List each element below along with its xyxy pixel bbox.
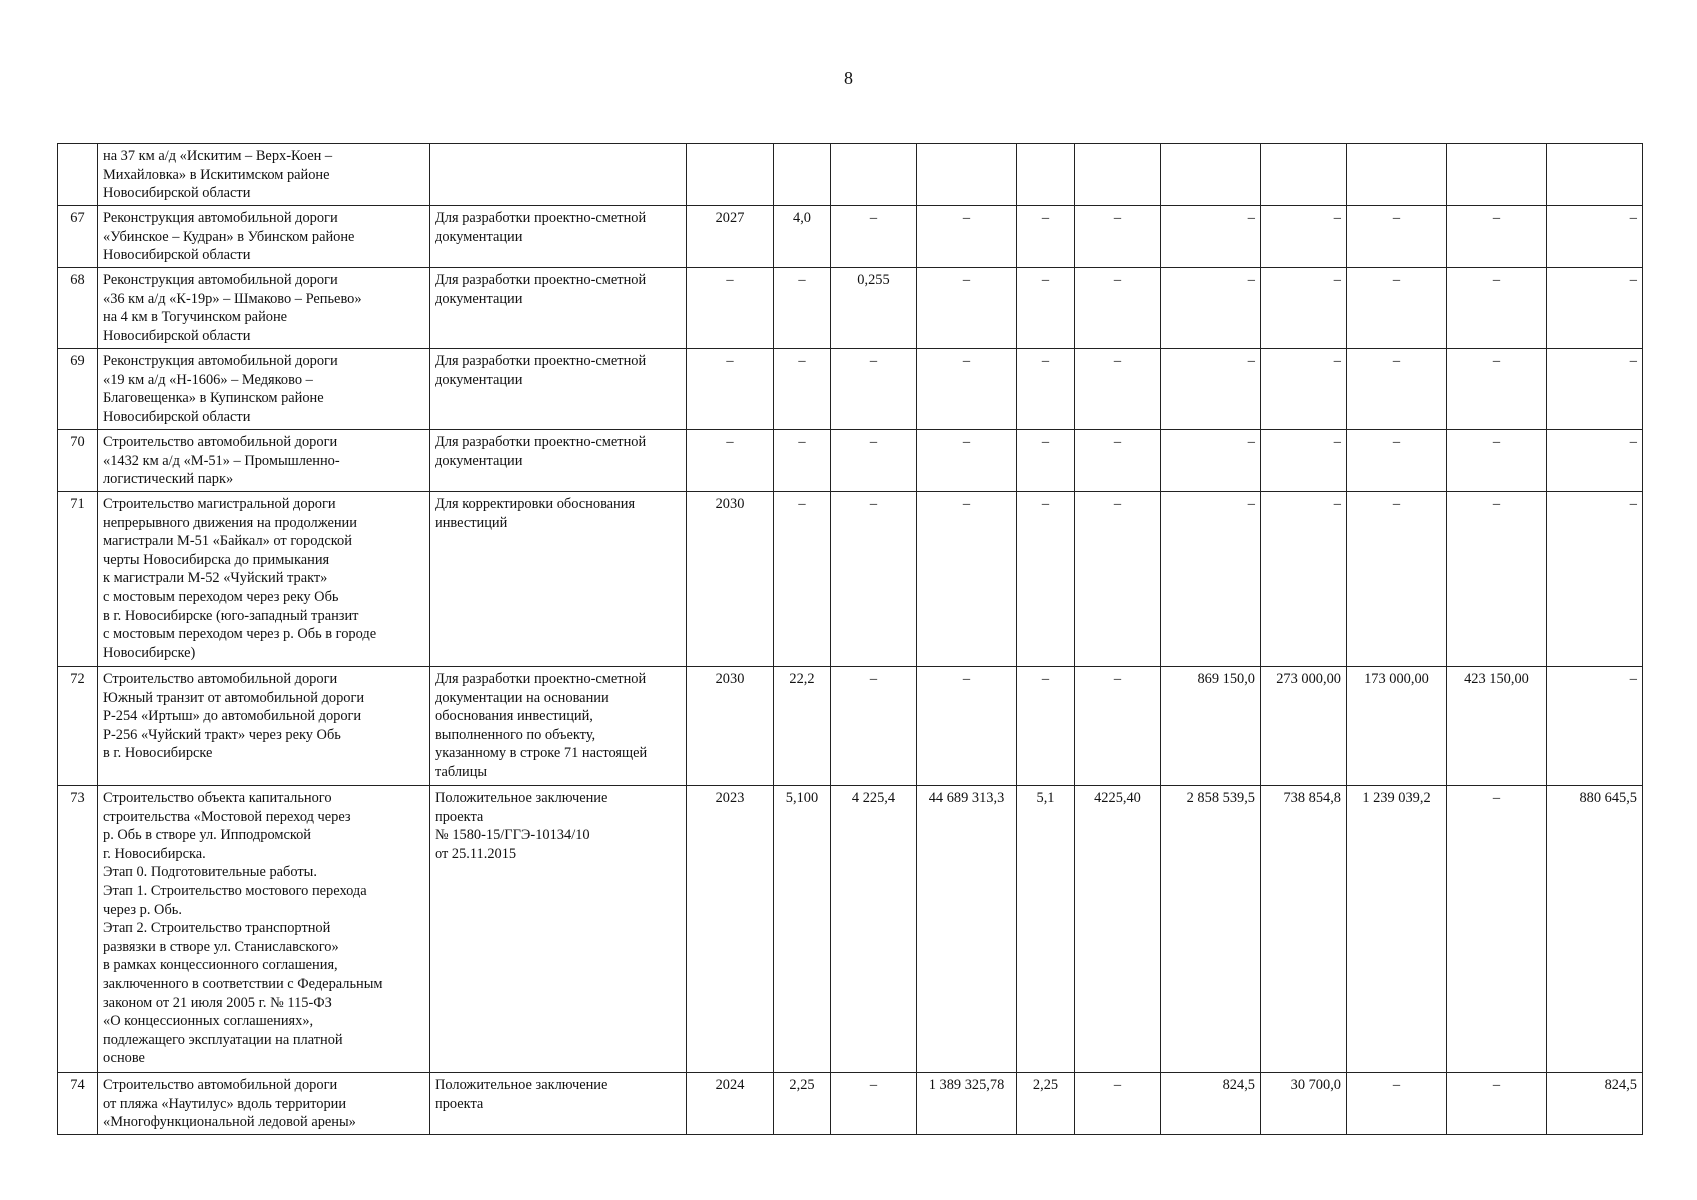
project-name-line: Строительство магистральной дороги (103, 496, 336, 512)
value-cell: – (774, 430, 831, 492)
project-name (98, 786, 430, 1073)
value-cell: – (1075, 268, 1161, 349)
data-table (57, 143, 1643, 1135)
value-cell: 173 000,00 (1347, 667, 1447, 786)
value-cell: – (1447, 349, 1547, 430)
row-number: 67 (58, 206, 98, 268)
value-cell: – (831, 492, 917, 667)
basis-document (430, 667, 687, 786)
basis-document-line: обоснования инвестиций, (435, 708, 593, 725)
row-number: 69 (58, 349, 98, 430)
basis-document (430, 492, 687, 667)
value-cell: 1 239 039,2 (1347, 786, 1447, 1073)
value-cell: – (1017, 206, 1075, 268)
project-name-line: Этап 0. Подготовительные работы. (103, 864, 317, 881)
project-name-line: в рамках концессионного соглашения, (103, 957, 338, 974)
value-cell: – (917, 492, 1017, 667)
basis-document-line: Для разработки проектно-сметной (435, 671, 647, 687)
value-cell: – (1547, 349, 1643, 430)
basis-document-line: документации (435, 371, 523, 388)
basis-document (430, 206, 687, 268)
value-cell: – (1017, 349, 1075, 430)
basis-document-line: таблицы (435, 763, 488, 780)
value-cell: 22,2 (774, 667, 831, 786)
value-cell: – (1547, 667, 1643, 786)
row-number: 68 (58, 268, 98, 349)
project-name-line: развязки в створе ул. Станиславского» (103, 938, 339, 955)
project-name-line: «Многофункциональной ледовой арены» (103, 1114, 356, 1131)
value-cell: – (1447, 492, 1547, 667)
value-cell: – (1161, 268, 1261, 349)
basis-document-line: указанному в строке 71 настоящей (435, 745, 648, 762)
value-cell: – (774, 349, 831, 430)
project-name-line: Новосибирской области (103, 247, 251, 264)
basis-document (430, 268, 687, 349)
value-cell: – (1547, 430, 1643, 492)
value-cell: – (1261, 492, 1347, 667)
basis-document-line: Для разработки проектно-сметной (435, 272, 647, 288)
value-cell (1075, 144, 1161, 206)
value-cell: – (917, 206, 1017, 268)
basis-document (430, 144, 687, 206)
value-cell: – (774, 492, 831, 667)
value-cell (774, 144, 831, 206)
table-row (58, 492, 1643, 667)
value-cell: 2 858 539,5 (1161, 786, 1261, 1073)
project-name-line: на 37 км а/д «Искитим – Верх-Коен – (103, 148, 333, 164)
project-name-line: к магистрали М-52 «Чуйский тракт» (103, 570, 328, 587)
value-cell: 738 854,8 (1261, 786, 1347, 1073)
value-cell: 2030 (687, 667, 774, 786)
project-name (98, 268, 430, 349)
value-cell: 869 150,0 (1161, 667, 1261, 786)
value-cell: 2023 (687, 786, 774, 1073)
value-cell: – (1547, 268, 1643, 349)
value-cell: – (1075, 1073, 1161, 1135)
basis-document-line: документации (435, 228, 523, 245)
project-name (98, 430, 430, 492)
value-cell: – (831, 206, 917, 268)
value-cell: 4,0 (774, 206, 831, 268)
basis-document-line: документации (435, 452, 523, 469)
project-name-line: строительства «Мостовой переход через (103, 808, 351, 825)
value-cell: – (1447, 430, 1547, 492)
value-cell: 5,100 (774, 786, 831, 1073)
value-cell: – (1161, 349, 1261, 430)
value-cell (1347, 144, 1447, 206)
project-name-line: в г. Новосибирске (юго-западный транзит (103, 607, 359, 624)
value-cell (687, 144, 774, 206)
value-cell: – (1017, 492, 1075, 667)
project-name-line: Этап 2. Строительство транспортной (103, 920, 331, 937)
basis-document (430, 786, 687, 1073)
value-cell: – (1261, 430, 1347, 492)
value-cell: – (1347, 492, 1447, 667)
value-cell: 4225,40 (1075, 786, 1161, 1073)
project-name-line: Р-256 «Чуйский тракт» через реку Обь (103, 726, 341, 743)
project-name-line: Строительство объекта капитального (103, 790, 332, 806)
table-row (58, 430, 1643, 492)
value-cell: – (831, 349, 917, 430)
project-name-line: законом от 21 июля 2005 г. № 115-ФЗ (103, 994, 332, 1011)
project-name-line: Новосибирске) (103, 644, 196, 661)
row-number: 74 (58, 1073, 98, 1135)
value-cell: – (1017, 430, 1075, 492)
basis-document (430, 1073, 687, 1135)
table-row (58, 667, 1643, 786)
basis-document-line: от 25.11.2015 (435, 845, 517, 862)
page-number: 8 (844, 68, 853, 88)
project-name-line: подлежащего эксплуатации на платной (103, 1031, 343, 1048)
project-name (98, 667, 430, 786)
row-number (58, 144, 98, 206)
project-name (98, 144, 430, 206)
project-name (98, 492, 430, 667)
value-cell: – (1017, 268, 1075, 349)
value-cell: – (917, 667, 1017, 786)
value-cell: 5,1 (1017, 786, 1075, 1073)
basis-document-line: проекта (435, 1095, 484, 1112)
table-row (58, 786, 1643, 1073)
project-name (98, 349, 430, 430)
value-cell: – (917, 430, 1017, 492)
value-cell: 2030 (687, 492, 774, 667)
project-name-line: «1432 км а/д «М-51» – Промышленно- (103, 452, 340, 469)
value-cell: 4 225,4 (831, 786, 917, 1073)
basis-document-line: Положительное заключение (435, 1077, 608, 1093)
value-cell (1261, 144, 1347, 206)
project-name-line: Новосибирской области (103, 327, 251, 344)
row-number: 71 (58, 492, 98, 667)
value-cell: – (1347, 268, 1447, 349)
project-name-line: Реконструкция автомобильной дороги (103, 353, 338, 369)
value-cell: 0,255 (831, 268, 917, 349)
project-name-line: «36 км а/д «К-19р» – Шмаково – Репьево» (103, 290, 362, 307)
value-cell (917, 144, 1017, 206)
project-name-line: Михайловка» в Искитимском районе (103, 166, 330, 183)
value-cell: 423 150,00 (1447, 667, 1547, 786)
row-number: 72 (58, 667, 98, 786)
value-cell (1447, 144, 1547, 206)
table-row (58, 1073, 1643, 1135)
row-number: 73 (58, 786, 98, 1073)
value-cell: – (1447, 1073, 1547, 1135)
value-cell: – (774, 268, 831, 349)
table-row (58, 349, 1643, 430)
project-name-line: через р. Обь. (103, 901, 182, 918)
project-name-line: Строительство автомобильной дороги (103, 1077, 338, 1093)
project-name-line: Новосибирской области (103, 185, 251, 202)
value-cell: – (917, 349, 1017, 430)
project-name-line: непрерывного движения на продолжении (103, 514, 357, 531)
value-cell: – (1347, 1073, 1447, 1135)
value-cell: – (1447, 786, 1547, 1073)
project-name-line: на 4 км в Тогучинском районе (103, 309, 288, 326)
value-cell: 824,5 (1547, 1073, 1643, 1135)
project-name-line: логистический парк» (103, 471, 234, 488)
basis-document-line: документации (435, 290, 523, 307)
project-name-line: р. Обь в створе ул. Ипподромской (103, 827, 312, 844)
value-cell: 30 700,0 (1261, 1073, 1347, 1135)
basis-document-line: Для разработки проектно-сметной (435, 353, 647, 369)
value-cell (1017, 144, 1075, 206)
basis-document-line: выполненного по объекту, (435, 726, 596, 743)
value-cell: – (1347, 349, 1447, 430)
table-row (58, 268, 1643, 349)
value-cell: – (687, 349, 774, 430)
value-cell: – (1161, 492, 1261, 667)
value-cell: – (687, 268, 774, 349)
value-cell: – (917, 268, 1017, 349)
project-name-line: в г. Новосибирске (103, 745, 213, 762)
project-name-line: Реконструкция автомобильной дороги (103, 210, 338, 226)
value-cell (1161, 144, 1261, 206)
project-name-line: с мостовым переходом через р. Обь в городе (103, 626, 377, 643)
value-cell: – (1075, 349, 1161, 430)
value-cell: 1 389 325,78 (917, 1073, 1017, 1135)
value-cell: – (1261, 268, 1347, 349)
value-cell: – (1347, 430, 1447, 492)
basis-document (430, 349, 687, 430)
project-name-line: Благовещенка» в Купинском районе (103, 390, 324, 407)
value-cell: – (1075, 206, 1161, 268)
project-name (98, 206, 430, 268)
project-name-line: Этап 1. Строительство мостового перехода (103, 882, 367, 899)
basis-document-line: Положительное заключение (435, 790, 608, 806)
basis-document-line: Для корректировки обоснования (435, 496, 636, 512)
project-name-line: черты Новосибирска до примыкания (103, 551, 330, 568)
basis-document-line: Для разработки проектно-сметной (435, 434, 647, 450)
value-cell: – (1075, 430, 1161, 492)
basis-document-line: инвестиций (435, 514, 508, 531)
value-cell: – (1161, 430, 1261, 492)
value-cell: 880 645,5 (1547, 786, 1643, 1073)
value-cell: – (1017, 667, 1075, 786)
project-name-line: Южный транзит от автомобильной дороги (103, 689, 365, 706)
value-cell: – (831, 1073, 917, 1135)
value-cell: – (1347, 206, 1447, 268)
value-cell (831, 144, 917, 206)
value-cell: – (1161, 206, 1261, 268)
value-cell: 2024 (687, 1073, 774, 1135)
project-name-line: Реконструкция автомобильной дороги (103, 272, 338, 288)
basis-document-line: документации на основании (435, 689, 609, 706)
project-name (98, 1073, 430, 1135)
project-name-line: «19 км а/д «Н-1606» – Медяково – (103, 371, 313, 388)
basis-document-line: № 1580-15/ГГЭ-10134/10 (435, 827, 590, 844)
value-cell: 2,25 (1017, 1073, 1075, 1135)
value-cell (1547, 144, 1643, 206)
project-name-line: Строительство автомобильной дороги (103, 671, 338, 687)
value-cell: 44 689 313,3 (917, 786, 1017, 1073)
table-row (58, 144, 1643, 206)
basis-document (430, 430, 687, 492)
value-cell: – (831, 430, 917, 492)
value-cell: – (831, 667, 917, 786)
value-cell: 2027 (687, 206, 774, 268)
project-name-line: г. Новосибирска. (103, 845, 206, 862)
value-cell: – (1447, 206, 1547, 268)
value-cell: – (1547, 206, 1643, 268)
value-cell: – (1261, 349, 1347, 430)
value-cell: – (1075, 492, 1161, 667)
project-name-line: Строительство автомобильной дороги (103, 434, 338, 450)
project-name-line: от пляжа «Наутилус» вдоль территории (103, 1095, 347, 1112)
project-name-line: заключенного в соответствии с Федеральным (103, 975, 383, 992)
value-cell: 824,5 (1161, 1073, 1261, 1135)
project-name-line: «О концессионных соглашениях», (103, 1013, 314, 1030)
project-name-line: магистрали М-51 «Байкал» от городской (103, 533, 352, 550)
basis-document-line: проекта (435, 808, 484, 825)
project-name-line: с мостовым переходом через реку Обь (103, 588, 339, 605)
project-name-line: Р-254 «Иртыш» до автомобильной дороги (103, 708, 362, 725)
value-cell: – (1547, 492, 1643, 667)
value-cell: 2,25 (774, 1073, 831, 1135)
project-name-line: «Убинское – Кудран» в Убинском районе (103, 228, 355, 245)
value-cell: 273 000,00 (1261, 667, 1347, 786)
value-cell: – (1075, 667, 1161, 786)
basis-document-line: Для разработки проектно-сметной (435, 210, 647, 226)
row-number: 70 (58, 430, 98, 492)
value-cell: – (687, 430, 774, 492)
project-name-line: Новосибирской области (103, 408, 251, 425)
table-row (58, 206, 1643, 268)
value-cell: – (1261, 206, 1347, 268)
project-name-line: основе (103, 1050, 145, 1067)
value-cell: – (1447, 268, 1547, 349)
